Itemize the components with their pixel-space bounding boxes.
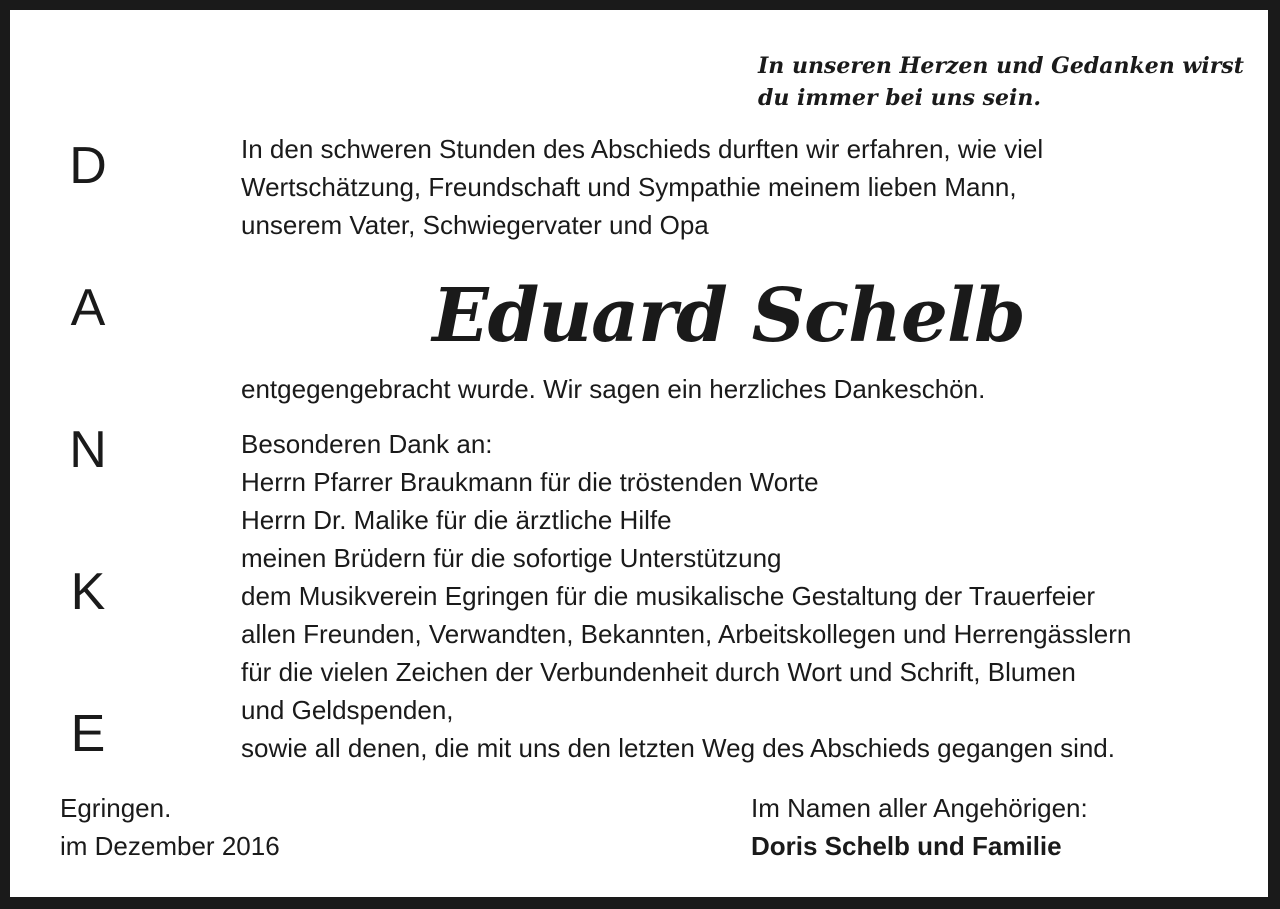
special-thanks-line: sowie all denen, die mit uns den letzten Weg des Abschieds gegangen sind. [241,733,1115,763]
footer-signature [751,789,1088,865]
intro-line-3: unserem Vater, Schwiegervater und Opa [241,210,709,240]
special-thanks [241,425,1241,767]
obituary-notice [10,10,1268,897]
intro-paragraph [241,130,1241,244]
danke-letter-n: N [69,421,107,479]
special-thanks-line: Herrn Pfarrer Braukmann für die tröstenden Worte [241,467,819,497]
intro-line-2: Wertschätzung, Freundschaft und Sympathie meinem lieben Mann, [241,172,1017,202]
thanks-line: entgegengebracht wurde. Wir sagen ein herzliches Dankeschön. [241,374,986,404]
special-thanks-line: meinen Brüdern für die sofortige Unterstützung [241,543,782,573]
special-thanks-line: allen Freunden, Verwandten, Bekannten, Arbeitskollegen und Herrengässlern [241,619,1132,649]
footer-on-behalf: Im Namen aller Angehörigen: [751,793,1088,823]
motto [758,50,1244,114]
danke-letter-a: A [70,279,106,337]
footer-date: im Dezember 2016 [60,831,280,861]
footer-place-date [60,789,280,865]
special-thanks-heading: Besonderen Dank an: [241,429,493,459]
motto-line-2: du immer bei uns sein. [758,85,1042,111]
danke-letter-d: D [69,137,107,195]
special-thanks-line: und Geldspenden, [241,695,454,725]
footer-signatories: Doris Schelb und Familie [751,831,1062,861]
danke-letter-k: K [70,563,106,621]
special-thanks-line: dem Musikverein Egringen für die musikalische Gestaltung der Trauerfeier [241,581,1096,611]
thanks-sentence [241,370,1241,408]
special-thanks-line: für die vielen Zeichen der Verbundenheit durch Wort und Schrift, Blumen [241,657,1076,687]
intro-line-1: In den schweren Stunden des Abschieds durften wir erfahren, wie viel [241,134,1044,164]
danke-letter-e: E [70,705,106,763]
special-thanks-line: Herrn Dr. Malike für die ärztliche Hilfe [241,505,672,535]
motto-line-1: In unseren Herzen und Gedanken wirst [758,53,1244,79]
deceased-name: Eduard Schelb [432,273,1025,359]
footer-place: Egringen. [60,793,172,823]
